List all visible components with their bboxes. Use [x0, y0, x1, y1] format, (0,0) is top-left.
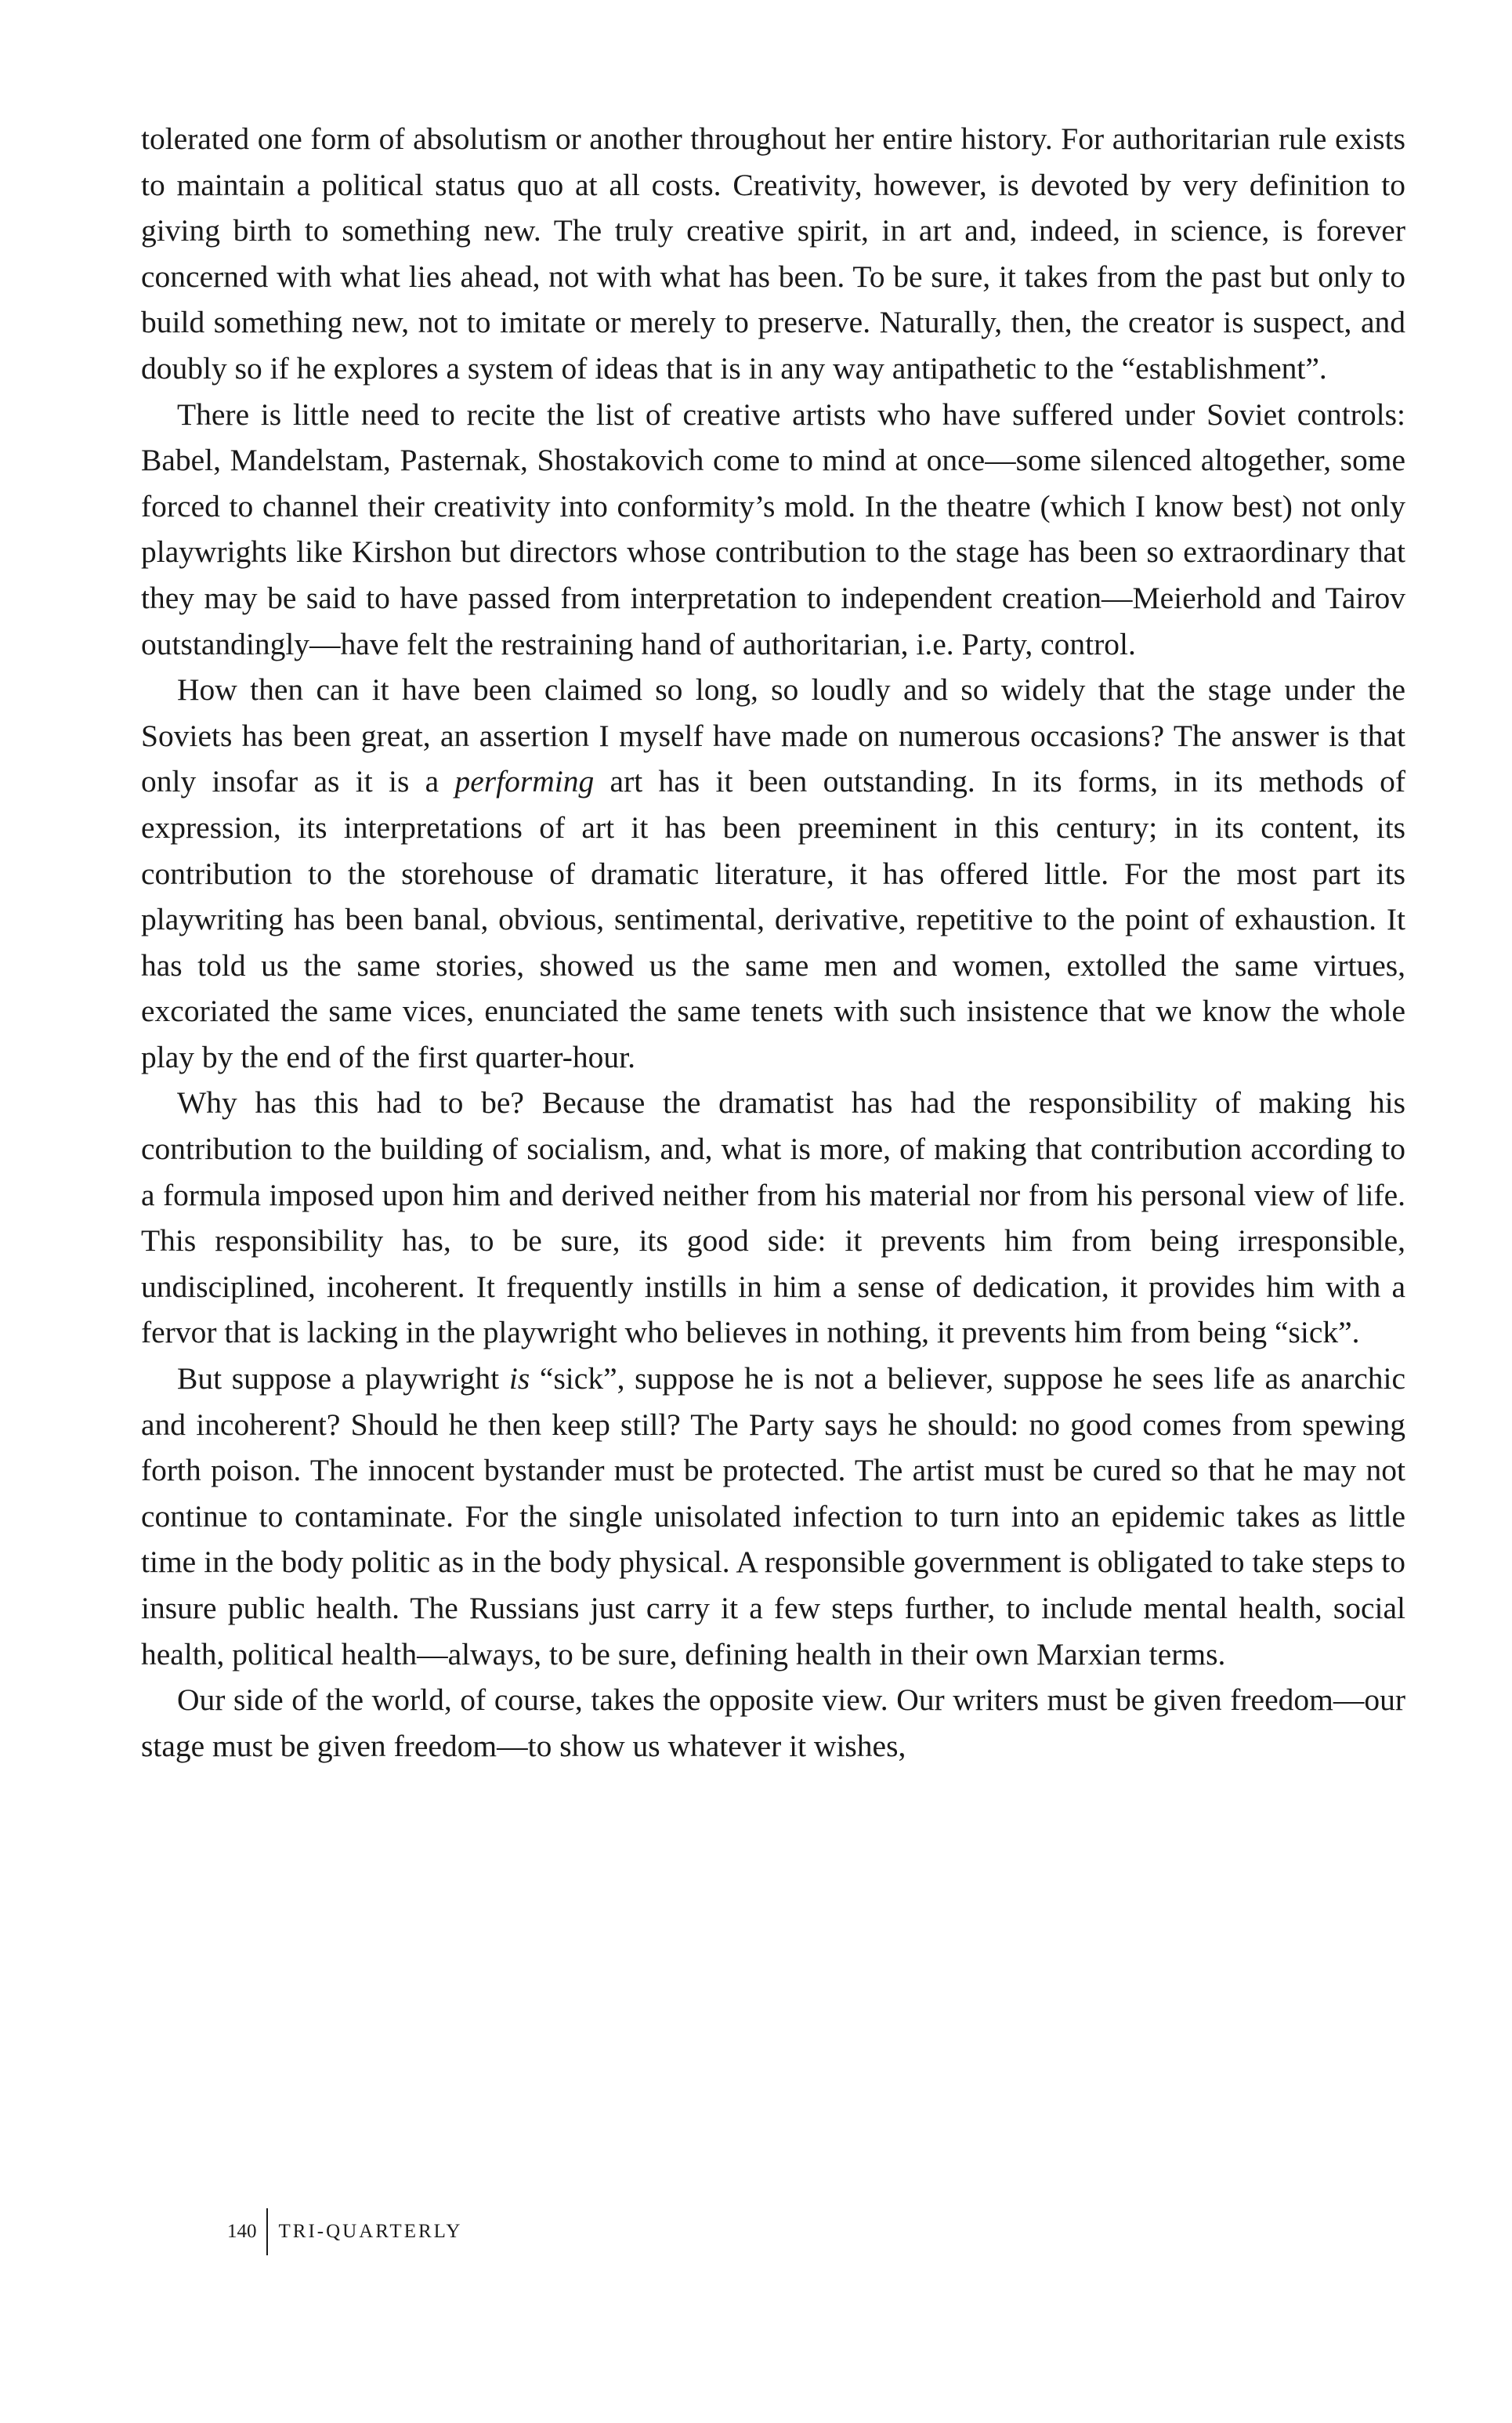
paragraph-3-text-a: How then can it have been claimed so long, so loudly and so widely that the stage under the Soviets has been great, an assertion I myself have made on numerous occasions? The answer is that only insofar as it is a: [141, 672, 1405, 799]
paragraph-3: [141, 667, 1405, 1080]
paragraph-3-text-b: art has it been outstanding. In its forms, in its methods of expression, its interpretations of art it has been preeminent in this century; in its content, its contribution to the storehouse of dramatic literature, it has offered little. For the most part its playwriting has been banal, obvious, sentimental, derivative, repetitive to the point of exhaustion. It has told us the same stories, showed us the same men and women, extolled the same virtues, excoriated the same vices, enunciated the same tenets with such insistence that we know the whole play by the end of the first quarter-hour.: [141, 764, 1405, 1074]
paragraph-5: [141, 1356, 1405, 1677]
paragraph-1: [141, 116, 1405, 392]
paragraph-5-text-b: “sick”, suppose he is not a believer, suppose he sees life as anarchic and incoherent? Should he then keep still? The Party says he should: no good comes from spewing forth poison. The innocent bystander must be protected. The artist must be cured so that he may not continue to contaminate. For the single unisolated infection to turn into an epidemic takes as little time in the body politic as in the body physical. A responsible government is obligated to take steps to insure public health. The Russians just carry it a few steps further, to include mental health, social health, political health—always, to be sure, defining health in their own Marxian terms.: [141, 1361, 1405, 1671]
paragraph-5-emphasis: is: [508, 1361, 530, 1396]
paragraph-4-text: Why has this had to be? Because the dramatist has had the responsibility of making his contribution to the building of socialism, and, what is more, of making that contribution according to a formula imposed upon him and derived neither from his material nor from his personal view of life. This responsibility has, to be sure, its good side: it prevents him from being irresponsible, undisciplined, incoherent. It frequently instills in him a sense of dedication, it provides him with a fervor that is lacking in the playwright who believes in nothing, it prevents him from being “sick”.: [141, 1085, 1405, 1350]
page-footer: [227, 2208, 462, 2255]
paragraph-6-text: Our side of the world, of course, takes the opposite view. Our writers must be given freedom—our stage must be given freedom—to show us whatever it wishes,: [141, 1682, 1405, 1763]
page-number: 140: [227, 2221, 257, 2242]
journal-title: TRI-QUARTERLY: [278, 2221, 463, 2242]
paragraph-1-text: tolerated one form of absolutism or another throughout her entire history. For authoritarian rule exists to maintain a political status quo at all costs. Creativity, however, is devoted by very definition to giving birth to something new. The truly creative spirit, in art and, indeed, in science, is forever concerned with what lies ahead, not with what has been. To be sure, it takes from the past but only to build something new, not to imitate or merely to preserve. Naturally, then, the creator is suspect, and doubly so if he explores a system of ideas that is in any way antipathetic to the “establishment”.: [141, 121, 1405, 386]
paragraph-2: [141, 392, 1405, 668]
paragraph-3-emphasis: performing: [454, 764, 595, 799]
paragraph-4: [141, 1080, 1405, 1356]
paragraph-2-text: There is little need to recite the list of creative artists who have suffered under Soviet controls: Babel, Mandelstam, Pasternak, Shostakovich come to mind at once—some silenced altogether, some forced to channel their creativity into conformity’s mold. In the theatre (which I know best) not only playwrights like Kirshon but directors whose contribution to the stage has been so extraordinary that they may be said to have passed from interpretation to independent creation—Meierhold and Tairov outstandingly—have felt the restraining hand of authoritarian, i.e. Party, control.: [141, 397, 1405, 661]
paragraph-6: [141, 1677, 1405, 1769]
paragraph-5-text-a: But suppose a playwright: [177, 1361, 509, 1396]
page-body: [141, 116, 1405, 1769]
